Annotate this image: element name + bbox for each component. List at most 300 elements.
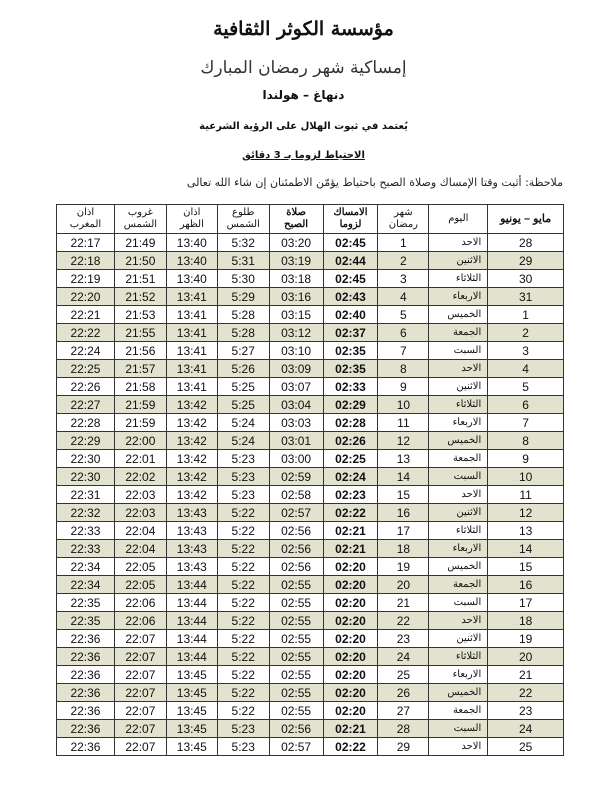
cell-day: الاحد: [429, 612, 488, 630]
cell-dhuhr: 13:41: [166, 342, 217, 360]
cell-maghrib: 22:25: [57, 360, 115, 378]
table-row: [57, 558, 564, 576]
cell-date: 28: [488, 234, 564, 252]
cell-day: الخميس: [429, 558, 488, 576]
cell-fajr: 02:56: [269, 558, 323, 576]
cell-fajr: 02:55: [269, 702, 323, 720]
cell-fajr: 02:55: [269, 576, 323, 594]
cell-sunset: 22:04: [114, 522, 166, 540]
cell-sunset: 21:52: [114, 288, 166, 306]
cell-imsak: 02:20: [323, 594, 378, 612]
cell-imsak: 02:21: [323, 720, 378, 738]
cell-sunrise: 5:22: [217, 576, 269, 594]
cell-ramadan-day: 1: [378, 234, 429, 252]
cell-maghrib: 22:35: [57, 612, 115, 630]
cell-imsak: 02:25: [323, 450, 378, 468]
cell-ramadan-day: 12: [378, 432, 429, 450]
cell-maghrib: 22:32: [57, 504, 115, 522]
cell-imsak: 02:22: [323, 504, 378, 522]
cell-dhuhr: 13:40: [166, 270, 217, 288]
cell-fajr: 03:00: [269, 450, 323, 468]
cell-maghrib: 22:18: [57, 252, 115, 270]
cell-ramadan-day: 6: [378, 324, 429, 342]
cell-ramadan-day: 22: [378, 612, 429, 630]
cell-fajr: 02:55: [269, 630, 323, 648]
cell-day: السبت: [429, 720, 488, 738]
cell-date: 2: [488, 324, 564, 342]
col-header-maghrib: اذان المغرب: [57, 205, 115, 234]
organization-name: مؤسسة الكوثر الثقافية: [213, 18, 394, 40]
cell-dhuhr: 13:44: [166, 630, 217, 648]
cell-sunrise: 5:22: [217, 504, 269, 522]
cell-fajr: 02:57: [269, 504, 323, 522]
table-row: [57, 648, 564, 666]
cell-date: 24: [488, 720, 564, 738]
precaution-margin: الاحتياط لزوما بـ 3 دقائق: [242, 150, 365, 161]
cell-maghrib: 22:26: [57, 378, 115, 396]
table-row: [57, 612, 564, 630]
cell-ramadan-day: 18: [378, 540, 429, 558]
cell-date: 22: [488, 684, 564, 702]
location: دنهاغ – هولندا: [262, 88, 345, 102]
table-row: [57, 576, 564, 594]
col-header-sunset: غروب الشمس: [114, 205, 166, 234]
cell-day: الثلاثاء: [429, 396, 488, 414]
cell-day: الاحد: [429, 486, 488, 504]
cell-dhuhr: 13:44: [166, 648, 217, 666]
cell-imsak: 02:37: [323, 324, 378, 342]
cell-maghrib: 22:20: [57, 288, 115, 306]
table-row: [57, 540, 564, 558]
cell-sunrise: 5:22: [217, 666, 269, 684]
cell-dhuhr: 13:43: [166, 522, 217, 540]
col-header-date: مايو – يونيو: [488, 205, 564, 234]
cell-ramadan-day: 11: [378, 414, 429, 432]
cell-sunrise: 5:28: [217, 324, 269, 342]
cell-sunrise: 5:28: [217, 306, 269, 324]
cell-day: الاربعاء: [429, 288, 488, 306]
cell-ramadan-day: 13: [378, 450, 429, 468]
cell-dhuhr: 13:44: [166, 612, 217, 630]
cell-imsak: 02:43: [323, 288, 378, 306]
cell-date: 17: [488, 594, 564, 612]
cell-day: الاربعاء: [429, 414, 488, 432]
cell-sunset: 22:07: [114, 648, 166, 666]
cell-sunset: 22:07: [114, 630, 166, 648]
cell-date: 20: [488, 648, 564, 666]
table-row: [57, 324, 564, 342]
cell-date: 29: [488, 252, 564, 270]
cell-maghrib: 22:17: [57, 234, 115, 252]
cell-imsak: 02:20: [323, 558, 378, 576]
cell-ramadan-day: 21: [378, 594, 429, 612]
cell-ramadan-day: 24: [378, 648, 429, 666]
cell-ramadan-day: 7: [378, 342, 429, 360]
cell-dhuhr: 13:43: [166, 504, 217, 522]
table-row: [57, 486, 564, 504]
cell-day: الثلاثاء: [429, 648, 488, 666]
cell-sunset: 22:07: [114, 684, 166, 702]
cell-date: 12: [488, 504, 564, 522]
cell-day: الاثنين: [429, 252, 488, 270]
cell-day: السبت: [429, 342, 488, 360]
cell-sunset: 21:59: [114, 396, 166, 414]
cell-date: 7: [488, 414, 564, 432]
table-row: [57, 396, 564, 414]
cell-imsak: 02:40: [323, 306, 378, 324]
cell-fajr: 03:19: [269, 252, 323, 270]
cell-day: الاثنين: [429, 504, 488, 522]
cell-date: 5: [488, 378, 564, 396]
cell-dhuhr: 13:40: [166, 252, 217, 270]
cell-day: الاثنين: [429, 378, 488, 396]
cell-date: 9: [488, 450, 564, 468]
cell-dhuhr: 13:42: [166, 450, 217, 468]
cell-ramadan-day: 27: [378, 702, 429, 720]
cell-imsak: 02:44: [323, 252, 378, 270]
cell-fajr: 02:55: [269, 666, 323, 684]
cell-sunrise: 5:22: [217, 684, 269, 702]
cell-dhuhr: 13:41: [166, 360, 217, 378]
cell-fajr: 03:07: [269, 378, 323, 396]
cell-imsak: 02:35: [323, 342, 378, 360]
cell-sunrise: 5:27: [217, 342, 269, 360]
cell-maghrib: 22:19: [57, 270, 115, 288]
cell-sunset: 22:03: [114, 504, 166, 522]
col-header-day: اليوم: [429, 205, 488, 234]
cell-sunrise: 5:23: [217, 450, 269, 468]
cell-sunset: 22:05: [114, 576, 166, 594]
cell-sunset: 21:56: [114, 342, 166, 360]
cell-date: 19: [488, 630, 564, 648]
table-row: [57, 234, 564, 252]
cell-sunset: 22:07: [114, 702, 166, 720]
cell-ramadan-day: 9: [378, 378, 429, 396]
cell-maghrib: 22:36: [57, 738, 115, 756]
cell-imsak: 02:20: [323, 684, 378, 702]
cell-fajr: 02:56: [269, 720, 323, 738]
cell-fajr: 02:55: [269, 648, 323, 666]
imsakiya-table: [56, 204, 564, 756]
cell-ramadan-day: 2: [378, 252, 429, 270]
cell-date: 25: [488, 738, 564, 756]
cell-date: 16: [488, 576, 564, 594]
cell-maghrib: 22:34: [57, 558, 115, 576]
cell-fajr: 03:09: [269, 360, 323, 378]
cell-maghrib: 22:30: [57, 450, 115, 468]
cell-date: 6: [488, 396, 564, 414]
cell-sunset: 22:04: [114, 540, 166, 558]
cell-sunrise: 5:24: [217, 432, 269, 450]
cell-maghrib: 22:33: [57, 522, 115, 540]
cell-imsak: 02:24: [323, 468, 378, 486]
cell-sunrise: 5:22: [217, 558, 269, 576]
cell-maghrib: 22:30: [57, 468, 115, 486]
table-row: [57, 342, 564, 360]
cell-sunset: 21:58: [114, 378, 166, 396]
cell-maghrib: 22:31: [57, 486, 115, 504]
cell-ramadan-day: 8: [378, 360, 429, 378]
cell-ramadan-day: 3: [378, 270, 429, 288]
table-row: [57, 522, 564, 540]
cell-imsak: 02:20: [323, 648, 378, 666]
cell-maghrib: 22:36: [57, 702, 115, 720]
cell-date: 10: [488, 468, 564, 486]
cell-sunset: 22:07: [114, 720, 166, 738]
cell-maghrib: 22:24: [57, 342, 115, 360]
table-row: [57, 450, 564, 468]
cell-imsak: 02:35: [323, 360, 378, 378]
cell-maghrib: 22:21: [57, 306, 115, 324]
cell-imsak: 02:20: [323, 612, 378, 630]
cell-date: 1: [488, 306, 564, 324]
cell-day: الخميس: [429, 306, 488, 324]
table-row: [57, 684, 564, 702]
cell-dhuhr: 13:41: [166, 288, 217, 306]
cell-day: الاربعاء: [429, 666, 488, 684]
cell-dhuhr: 13:43: [166, 540, 217, 558]
document-subtitle: إمساكية شهر رمضان المبارك: [200, 58, 407, 78]
cell-dhuhr: 13:45: [166, 684, 217, 702]
cell-dhuhr: 13:41: [166, 324, 217, 342]
table-row: [57, 378, 564, 396]
cell-imsak: 02:45: [323, 270, 378, 288]
cell-dhuhr: 13:44: [166, 576, 217, 594]
cell-dhuhr: 13:40: [166, 234, 217, 252]
cell-fajr: 03:15: [269, 306, 323, 324]
cell-imsak: 02:33: [323, 378, 378, 396]
cell-sunset: 22:07: [114, 666, 166, 684]
cell-dhuhr: 13:42: [166, 468, 217, 486]
cell-sunrise: 5:25: [217, 378, 269, 396]
cell-date: 30: [488, 270, 564, 288]
cell-sunrise: 5:22: [217, 648, 269, 666]
cell-sunset: 21:49: [114, 234, 166, 252]
table-row: [57, 666, 564, 684]
cell-dhuhr: 13:45: [166, 738, 217, 756]
cell-imsak: 02:28: [323, 414, 378, 432]
cell-maghrib: 22:27: [57, 396, 115, 414]
cell-maghrib: 22:36: [57, 648, 115, 666]
cell-sunrise: 5:23: [217, 486, 269, 504]
cell-fajr: 02:55: [269, 612, 323, 630]
cell-dhuhr: 13:45: [166, 702, 217, 720]
cell-sunset: 21:57: [114, 360, 166, 378]
cell-sunrise: 5:23: [217, 738, 269, 756]
cell-dhuhr: 13:45: [166, 666, 217, 684]
cell-sunrise: 5:22: [217, 522, 269, 540]
cell-sunrise: 5:26: [217, 360, 269, 378]
cell-sunrise: 5:23: [217, 720, 269, 738]
cell-fajr: 03:10: [269, 342, 323, 360]
cell-date: 31: [488, 288, 564, 306]
cell-imsak: 02:20: [323, 630, 378, 648]
table-row: [57, 288, 564, 306]
col-header-imsak: الامساك لزوما: [323, 205, 378, 234]
cell-sunrise: 5:22: [217, 630, 269, 648]
cell-dhuhr: 13:42: [166, 486, 217, 504]
cell-sunset: 21:55: [114, 324, 166, 342]
cell-imsak: 02:23: [323, 486, 378, 504]
cell-maghrib: 22:36: [57, 666, 115, 684]
cell-date: 8: [488, 432, 564, 450]
cell-sunrise: 5:24: [217, 414, 269, 432]
cell-fajr: 02:58: [269, 486, 323, 504]
cell-day: الخميس: [429, 432, 488, 450]
table-row: [57, 594, 564, 612]
table-row: [57, 504, 564, 522]
cell-imsak: 02:26: [323, 432, 378, 450]
cell-dhuhr: 13:42: [166, 414, 217, 432]
cell-day: الثلاثاء: [429, 270, 488, 288]
cell-day: الجمعة: [429, 324, 488, 342]
cell-fajr: 03:04: [269, 396, 323, 414]
cell-dhuhr: 13:45: [166, 720, 217, 738]
cell-maghrib: 22:22: [57, 324, 115, 342]
cell-ramadan-day: 16: [378, 504, 429, 522]
cell-ramadan-day: 4: [378, 288, 429, 306]
cell-maghrib: 22:35: [57, 594, 115, 612]
col-header-fajr: صلاة الصبح: [269, 205, 323, 234]
cell-ramadan-day: 14: [378, 468, 429, 486]
cell-fajr: 03:16: [269, 288, 323, 306]
cell-fajr: 03:01: [269, 432, 323, 450]
cell-sunrise: 5:23: [217, 468, 269, 486]
cell-sunset: 21:59: [114, 414, 166, 432]
cell-date: 4: [488, 360, 564, 378]
cell-ramadan-day: 23: [378, 630, 429, 648]
cell-dhuhr: 13:44: [166, 594, 217, 612]
cell-sunset: 22:05: [114, 558, 166, 576]
cell-imsak: 02:21: [323, 540, 378, 558]
cell-fajr: 03:20: [269, 234, 323, 252]
cell-day: الخميس: [429, 684, 488, 702]
table-row: [57, 306, 564, 324]
cell-date: 13: [488, 522, 564, 540]
cell-fajr: 02:56: [269, 522, 323, 540]
moon-sighting-basis: يُعتمد في ثبوت الهلال على الرؤية الشرعية: [199, 121, 408, 132]
cell-imsak: 02:20: [323, 702, 378, 720]
cell-ramadan-day: 19: [378, 558, 429, 576]
cell-maghrib: 22:36: [57, 684, 115, 702]
cell-fajr: 02:55: [269, 684, 323, 702]
cell-maghrib: 22:28: [57, 414, 115, 432]
cell-sunrise: 5:31: [217, 252, 269, 270]
cell-fajr: 02:56: [269, 540, 323, 558]
table-row: [57, 252, 564, 270]
cell-date: 14: [488, 540, 564, 558]
cell-fajr: 03:03: [269, 414, 323, 432]
table-row: [57, 414, 564, 432]
cell-imsak: 02:21: [323, 522, 378, 540]
cell-sunrise: 5:22: [217, 594, 269, 612]
cell-date: 18: [488, 612, 564, 630]
cell-imsak: 02:20: [323, 576, 378, 594]
table-row: [57, 702, 564, 720]
cell-sunset: 22:06: [114, 594, 166, 612]
cell-day: السبت: [429, 594, 488, 612]
table-row: [57, 468, 564, 486]
cell-day: الاحد: [429, 360, 488, 378]
cell-dhuhr: 13:43: [166, 558, 217, 576]
cell-maghrib: 22:33: [57, 540, 115, 558]
table-header-row: [57, 205, 564, 234]
cell-ramadan-day: 17: [378, 522, 429, 540]
cell-sunrise: 5:29: [217, 288, 269, 306]
cell-day: الجمعة: [429, 702, 488, 720]
cell-sunset: 22:00: [114, 432, 166, 450]
table-row: [57, 738, 564, 756]
cell-ramadan-day: 20: [378, 576, 429, 594]
cell-sunset: 22:06: [114, 612, 166, 630]
cell-fajr: 02:55: [269, 594, 323, 612]
cell-sunset: 21:50: [114, 252, 166, 270]
table-row: [57, 360, 564, 378]
cell-sunset: 22:07: [114, 738, 166, 756]
cell-ramadan-day: 25: [378, 666, 429, 684]
cell-date: 3: [488, 342, 564, 360]
cell-day: الجمعة: [429, 450, 488, 468]
cell-ramadan-day: 15: [378, 486, 429, 504]
cell-date: 15: [488, 558, 564, 576]
cell-day: الثلاثاء: [429, 522, 488, 540]
col-header-ramadan-day: شهر رمضان: [378, 205, 429, 234]
cell-sunrise: 5:22: [217, 612, 269, 630]
cell-dhuhr: 13:42: [166, 432, 217, 450]
cell-sunset: 21:53: [114, 306, 166, 324]
cell-ramadan-day: 10: [378, 396, 429, 414]
col-header-dhuhr: اذان الظهر: [166, 205, 217, 234]
cell-fajr: 03:18: [269, 270, 323, 288]
cell-day: الاربعاء: [429, 540, 488, 558]
cell-sunrise: 5:22: [217, 702, 269, 720]
cell-day: الاحد: [429, 738, 488, 756]
table-row: [57, 270, 564, 288]
table-row: [57, 630, 564, 648]
table-row: [57, 432, 564, 450]
cell-day: الاحد: [429, 234, 488, 252]
note: ملاحظة: أثبت وقتا الإمساك وصلاة الصبح باحتياط يؤمّن الاطمئنان إن شاء الله تعالى: [186, 176, 563, 189]
cell-imsak: 02:20: [323, 666, 378, 684]
cell-dhuhr: 13:42: [166, 396, 217, 414]
cell-maghrib: 22:34: [57, 576, 115, 594]
cell-fajr: 03:12: [269, 324, 323, 342]
cell-date: 11: [488, 486, 564, 504]
col-header-sunrise: طلوع الشمس: [217, 205, 269, 234]
cell-day: الاثنين: [429, 630, 488, 648]
cell-date: 23: [488, 702, 564, 720]
cell-ramadan-day: 26: [378, 684, 429, 702]
cell-sunrise: 5:22: [217, 540, 269, 558]
cell-maghrib: 22:36: [57, 630, 115, 648]
cell-day: الجمعة: [429, 576, 488, 594]
cell-sunset: 21:51: [114, 270, 166, 288]
cell-dhuhr: 13:41: [166, 378, 217, 396]
cell-imsak: 02:29: [323, 396, 378, 414]
cell-ramadan-day: 29: [378, 738, 429, 756]
cell-sunset: 22:02: [114, 468, 166, 486]
cell-day: السبت: [429, 468, 488, 486]
cell-maghrib: 22:36: [57, 720, 115, 738]
cell-sunset: 22:01: [114, 450, 166, 468]
cell-sunrise: 5:32: [217, 234, 269, 252]
cell-imsak: 02:45: [323, 234, 378, 252]
cell-sunrise: 5:25: [217, 396, 269, 414]
cell-date: 21: [488, 666, 564, 684]
cell-fajr: 02:59: [269, 468, 323, 486]
cell-sunset: 22:03: [114, 486, 166, 504]
cell-ramadan-day: 5: [378, 306, 429, 324]
